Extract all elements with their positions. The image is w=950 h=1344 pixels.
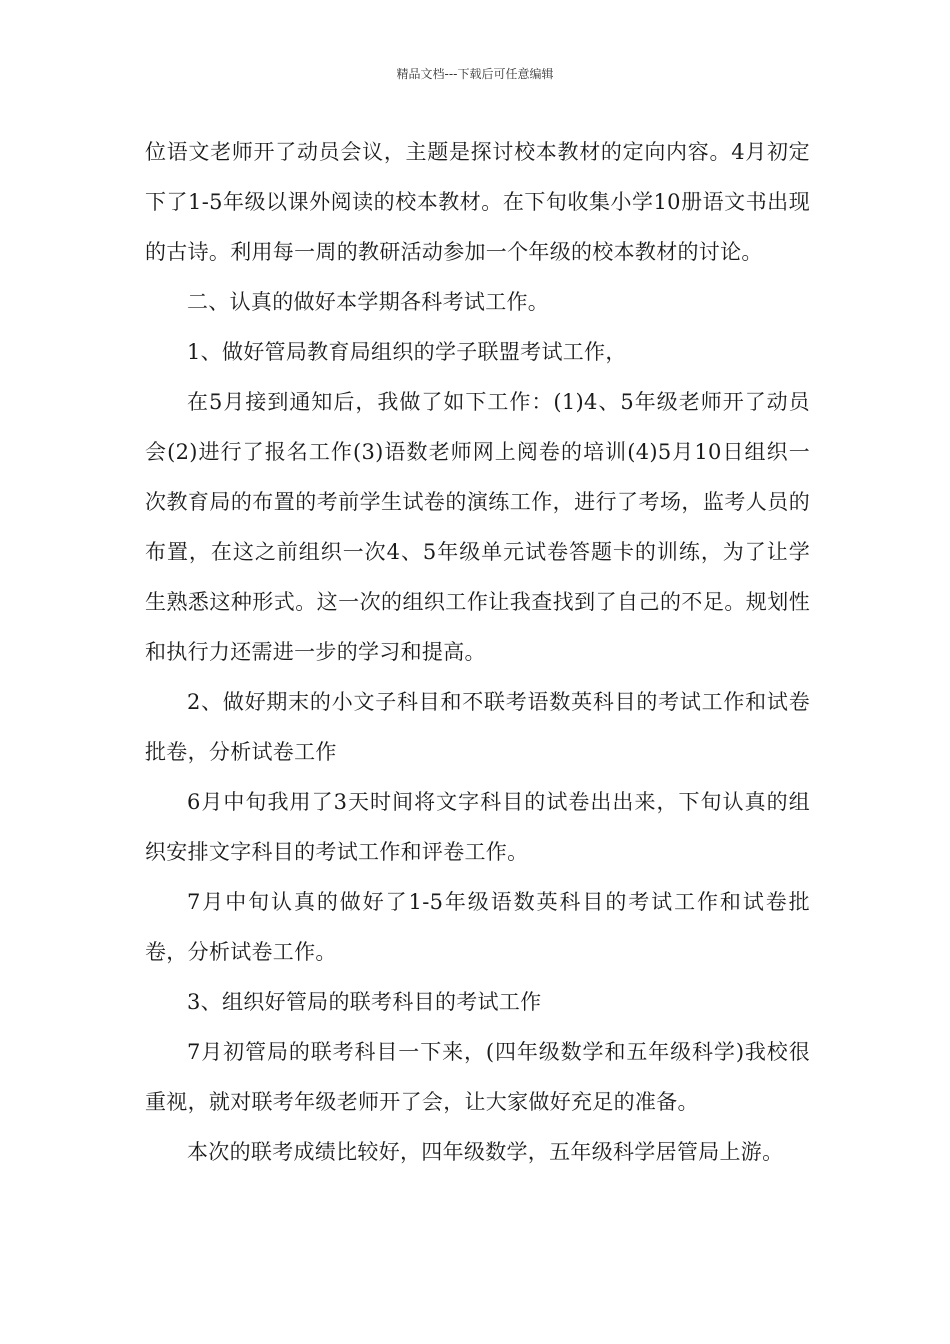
subheading-1: 1、做好管局教育局组织的学子联盟考试工作，	[187, 340, 627, 364]
paragraph-results: 本次的联考成绩比较好，四年级数学，五年级科学居管局上游。	[187, 1140, 784, 1164]
paragraph-june: 6月中旬我用了3天时间将文字科目的试卷出出来，下旬认真的组织安排文字科目的考试工作和评卷工作。	[145, 790, 810, 864]
paragraph-1: 位语文老师开了动员会议，主题是探讨校本教材的定向内容。4月初定下了1-5年级以课外阅读的校本教材。在下旬收集小学10册语文书出现的古诗。利用每一周的教研活动参加一个年级的校本教材的讨论。	[145, 140, 810, 264]
document-body	[145, 127, 810, 1177]
paragraph-july-early: 7月初管局的联考科目一下来，(四年级数学和五年级科学)我校很重视，就对联考年级老师开了会，让大家做好充足的准备。	[145, 1040, 810, 1114]
subheading-3: 3、组织好管局的联考科目的考试工作	[187, 990, 542, 1014]
section-heading-exams: 二、认真的做好本学期各科考试工作。	[187, 290, 550, 314]
subheading-2: 2、做好期末的小文子科目和不联考语数英科目的考试工作和试卷批卷，分析试卷工作	[145, 690, 810, 764]
paragraph-may-work: 在5月接到通知后，我做了如下工作：(1)4、5年级老师开了动员会(2)进行了报名工作(3)语数老师网上阅卷的培训(4)5月10日组织一次教育局的布置的考前学生试卷的演练工作，进行了考场，监考人员的布置，在这之前组织一次4、5年级单元试卷答题卡的训练，为了让学生熟悉这种形式。这一次的组织工作让我查找到了自己的不足。规划性和执行力还需进一步的学习和提高。	[145, 390, 810, 664]
paragraph-july-mid: 7月中旬认真的做好了1-5年级语数英科目的考试工作和试卷批卷，分析试卷工作。	[145, 890, 810, 964]
page-header: 精品文档---下载后可任意编辑	[396, 67, 554, 81]
